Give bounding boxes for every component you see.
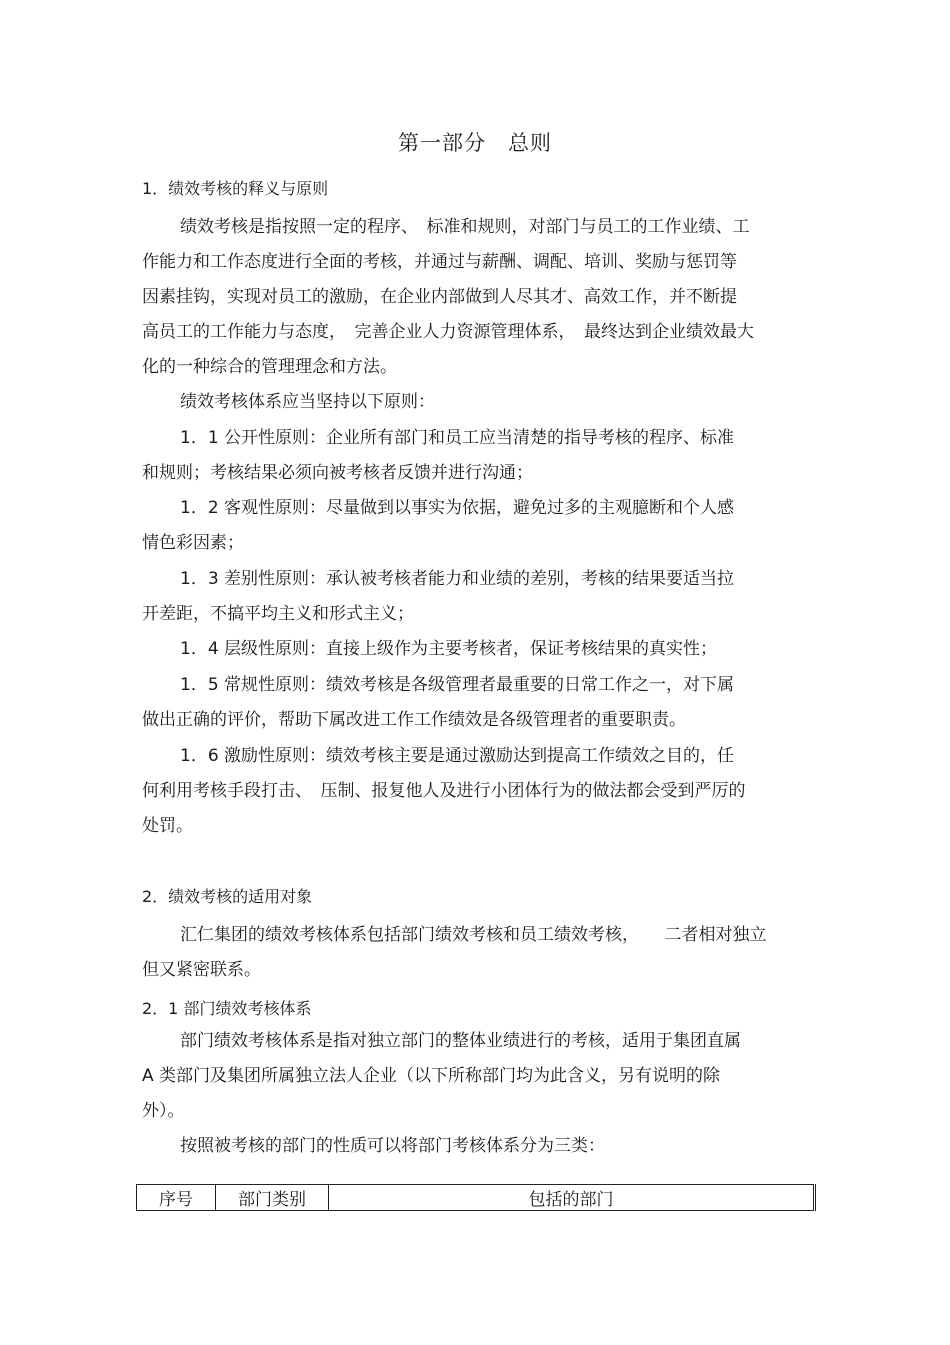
text-line: 做出正确的评价，帮助下属改进工作工作绩效是各级管理者的重要职责。 (142, 710, 686, 730)
principle-1-2 (142, 491, 812, 561)
classify-intro (142, 1129, 812, 1164)
table-header-row (137, 1185, 815, 1211)
principle-1-5 (142, 668, 812, 738)
text-line: 何利用考核手段打击、 压制、报复他人及进行小团体行为的做法都会受到严厉的 (142, 781, 746, 801)
page-title: 第一部分 总则 (398, 131, 552, 155)
text-line: 开差距，不搞平均主义和形式主义； (142, 604, 414, 624)
text-line: 1．6 激励性原则：绩效考核主要是通过激励达到提高工作绩效之目的，任 (180, 746, 735, 766)
text-line: 绩效考核是指按照一定的程序、 标准和规则，对部门与员工的工作业绩、工 (180, 217, 750, 237)
principle-1-1 (142, 421, 812, 491)
section-heading-2: 2．绩效考核的适用对象 (142, 887, 313, 906)
text-line: 绩效考核体系应当坚持以下原则： (180, 392, 435, 412)
definition-paragraph (142, 210, 812, 385)
text-line: 1．2 客观性原则：尽量做到以事实为依据，避免过多的主观臆断和个人感 (180, 498, 735, 518)
text-line: 1．1 公开性原则：企业所有部门和员工应当清楚的指导考核的程序、标准 (180, 428, 735, 448)
text-line: 部门绩效考核体系是指对独立部门的整体业绩进行的考核，适用于集团直属 (180, 1031, 741, 1051)
text-line: 处罚。 (142, 816, 193, 836)
department-paragraph (142, 1024, 812, 1129)
scope-paragraph (142, 918, 812, 988)
text-line: 1．5 常规性原则：绩效考核是各级管理者最重要的日常工作之一，对下属 (180, 675, 735, 695)
section-heading-1: 1．绩效考核的释义与原则 (142, 179, 329, 198)
text-line: 1．3 差别性原则：承认被考核者能力和业绩的差别，考核的结果要适当拉 (180, 569, 735, 589)
text-line: 化的一种综合的管理理念和方法。 (142, 357, 397, 377)
text-line: 汇仁集团的绩效考核体系包括部门绩效考核和员工绩效考核， 二者相对独立 (180, 925, 767, 945)
text-line: 按照被考核的部门的性质可以将部门考核体系分为三类： (180, 1136, 605, 1156)
principle-1-3 (142, 562, 812, 632)
text-line: 高员工的工作能力与态度， 完善企业人力资源管理体系， 最终达到企业绩效最大 (142, 322, 754, 342)
table-header-cell: 包括的部门 (329, 1185, 815, 1211)
text-line: 外）。 (142, 1101, 185, 1121)
text-line: 作能力和工作态度进行全面的考核，并通过与薪酬、调配、培训、奖励与惩罚等 (142, 252, 737, 272)
table-header-cell: 序号 (137, 1185, 216, 1211)
sub-heading-2-1: 2．1 部门绩效考核体系 (142, 999, 312, 1018)
table-header-cell: 部门类别 (216, 1185, 329, 1211)
principle-1-4 (142, 632, 812, 667)
text-line: 因素挂钩，实现对员工的激励，在企业内部做到人尽其才、高效工作，并不断提 (142, 287, 737, 307)
text-line: 情色彩因素； (142, 533, 244, 553)
principles-intro (142, 385, 812, 420)
text-line: A 类部门及集团所属独立法人企业（以下所称部门均为此含义，另有说明的除 (142, 1066, 721, 1086)
text-line: 1．4 层级性原则：直接上级作为主要考核者，保证考核结果的真实性； (180, 639, 718, 659)
principle-1-6 (142, 739, 812, 844)
text-line: 和规则；考核结果必须向被考核者反馈并进行沟通； (142, 463, 533, 483)
department-category-table (136, 1184, 816, 1211)
text-line: 但又紧密联系。 (142, 960, 261, 980)
